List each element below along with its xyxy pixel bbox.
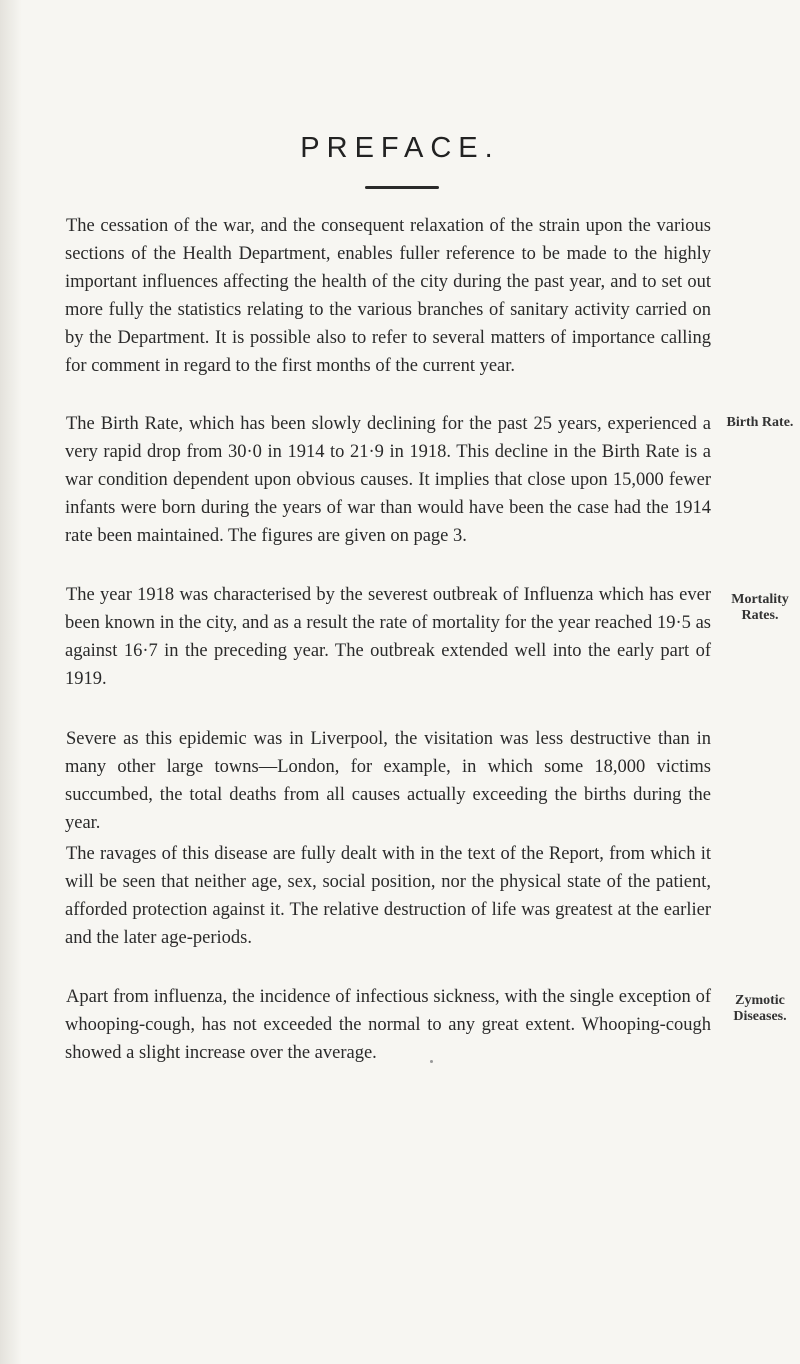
paragraph-influenza-mortality: The year 1918 was characterised by the severest outbreak of Influenza which has ever been known in the city, and as a result the rate of mortality for the year reached 19·5 as against 16·7 in the preceding year. The outbreak extended well into the early part of 1919.	[65, 585, 711, 689]
paper-speck	[430, 1060, 433, 1063]
page-edge-shadow	[0, 0, 22, 1364]
margin-note-zymotic-diseases: Zymotic Diseases.	[733, 993, 787, 1024]
page-title: PREFACE.	[300, 132, 500, 164]
paragraph-birth-rate: The Birth Rate, which has been slowly declining for the past 25 years, experienced a very rapid drop from 30·0 in 1914 to 21·9 in 1918. This decline in the Birth Rate is a war condition dependent upon obvious causes. It implies that close upon 15,000 fewer infants were born during the years of war than would have been the case had the 1914 rate been maintained. The figures are given on page 3.	[65, 414, 711, 546]
paragraph-infectious-sickness: Apart from influenza, the incidence of infectious sickness, with the single exception of whooping-cough, has not exceeded the normal to any great extent. Whooping-cough showed a slight increase over the average.	[65, 987, 711, 1063]
paragraph-severe-epidemic: Severe as this epidemic was in Liverpool, the visitation was less destructive than in many other large towns—London, for example, in which some 18,000 victims succumbed, the total deaths from all causes actually exceeding the births during the year.	[65, 729, 711, 833]
margin-note-birth-rate: Birth Rate.	[726, 415, 794, 430]
paragraph-ravages-of-disease: The ravages of this disease are fully dealt with in the text of the Report, from which it will be seen that neither age, sex, social position, nor the physical state of the patient, afforded protection against it. The relative destruction of life was greatest at the earlier and the later age-periods.	[65, 844, 711, 948]
paragraph-cessation-of-war: The cessation of the war, and the consequent relaxation of the strain upon the various sections of the Health Department, enables fuller reference to be made to the highly important influences affecting the health of the city during the past year, and to set out more fully the statistics relating to the various branches of sanitary activity carried on by the Department. It is possible also to refer to several matters of importance calling for comment in regard to the first months of the current year.	[65, 216, 711, 376]
margin-note-mortality-rates: Mortality Rates.	[731, 592, 789, 623]
title-rule	[365, 186, 439, 189]
